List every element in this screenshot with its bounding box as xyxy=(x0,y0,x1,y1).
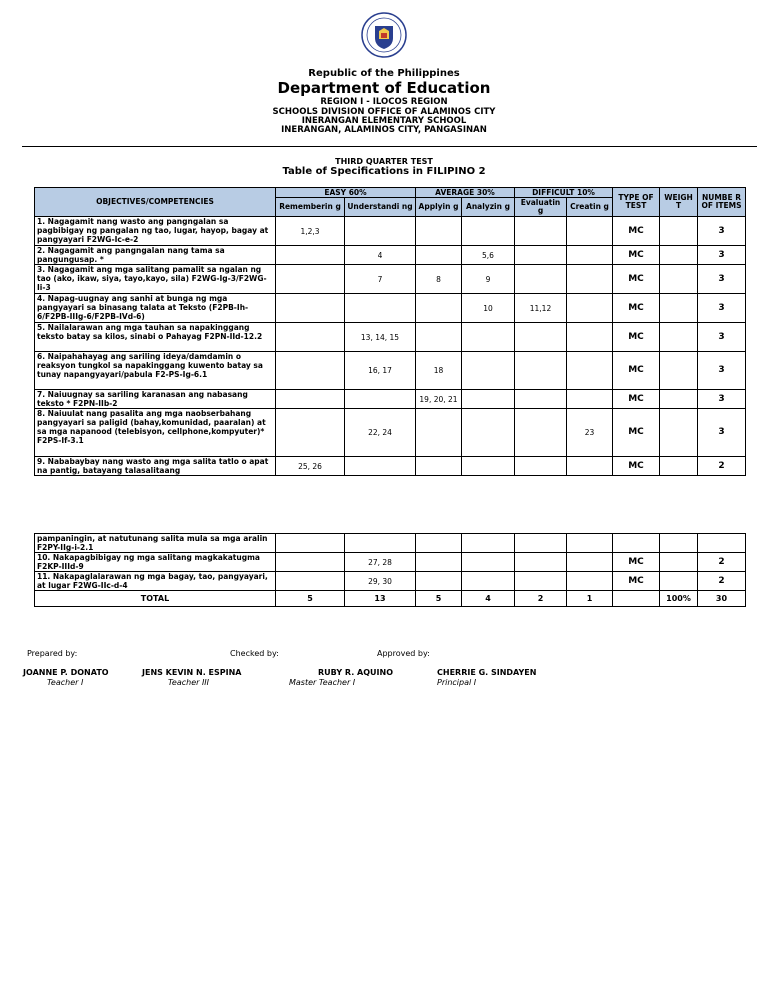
region-line: REGION I - ILOCOS REGION xyxy=(320,97,448,107)
cell-rem xyxy=(276,390,345,409)
cell-app: 18 xyxy=(416,352,462,390)
cell-rem xyxy=(276,553,345,572)
cell-und: 22, 24 xyxy=(345,409,416,457)
header-divider xyxy=(22,146,757,147)
cell-ana xyxy=(462,409,515,457)
header-number: NUMBE R OF ITEMS xyxy=(698,188,746,217)
school-line: INERANGAN ELEMENTARY SCHOOL xyxy=(301,116,467,126)
objective-cell: 2. Nagagamit ang pangngalan nang tama sa pangungusap. * xyxy=(35,246,276,265)
cell-eva xyxy=(515,534,567,553)
cell-eva xyxy=(515,553,567,572)
signatory-name-2: JENS KEVIN N. ESPINA xyxy=(142,668,242,677)
objective-cell: 10. Nakapagbibigay ng mga salitang magkakatugma F2KP-IIId-9 xyxy=(35,553,276,572)
cell-und: 4 xyxy=(345,246,416,265)
cell-ana xyxy=(462,390,515,409)
cell-rem xyxy=(276,246,345,265)
total-evaluating: 2 xyxy=(515,591,567,607)
cell-cre xyxy=(567,265,613,294)
header-average: AVERAGE 30% xyxy=(416,188,515,198)
cell-und: 16, 17 xyxy=(345,352,416,390)
cell-app: 19, 20, 21 xyxy=(416,390,462,409)
header-creating: Creatin g xyxy=(567,198,613,217)
cell-eva: 11,12 xyxy=(515,294,567,323)
republic-line: Republic of the Philippines xyxy=(308,68,460,79)
cell-ana xyxy=(462,457,515,476)
table-row xyxy=(35,352,746,390)
cell-app xyxy=(416,409,462,457)
prepared-by-label: Prepared by: xyxy=(27,649,78,658)
cell-weight xyxy=(660,534,698,553)
cell-cre xyxy=(567,553,613,572)
total-remembering: 5 xyxy=(276,591,345,607)
cell-type: MC xyxy=(613,409,660,457)
cell-items: 2 xyxy=(698,457,746,476)
cell-weight xyxy=(660,246,698,265)
cell-cre xyxy=(567,572,613,591)
cell-weight xyxy=(660,409,698,457)
cell-weight xyxy=(660,294,698,323)
objective-cell: 4. Napag-uugnay ang sanhi at bunga ng mga pangyayari sa binasang talata at Teksto (F2PB-Ih-6/F2PB-IIIg-6/F2PB-IVd-6) xyxy=(35,294,276,323)
total-applying: 5 xyxy=(416,591,462,607)
cell-eva xyxy=(515,323,567,352)
header-difficult: DIFFICULT 10% xyxy=(515,188,613,198)
cell-app xyxy=(416,534,462,553)
cell-weight xyxy=(660,457,698,476)
cell-items: 3 xyxy=(698,265,746,294)
header-remembering: Rememberin g xyxy=(276,198,345,217)
cell-weight xyxy=(660,323,698,352)
signatory-role-1: Teacher I xyxy=(47,678,84,687)
cell-items: 3 xyxy=(698,390,746,409)
cell-und xyxy=(345,457,416,476)
cell-type xyxy=(613,534,660,553)
cell-cre xyxy=(567,246,613,265)
department-name: Department of Education xyxy=(277,79,491,97)
cell-weight xyxy=(660,390,698,409)
table-row xyxy=(35,553,746,572)
cell-weight xyxy=(660,217,698,246)
total-type xyxy=(613,591,660,607)
cell-type: MC xyxy=(613,246,660,265)
cell-cre xyxy=(567,352,613,390)
cell-type: MC xyxy=(613,323,660,352)
cell-rem xyxy=(276,534,345,553)
signatory-name-3: RUBY R. AQUINO xyxy=(318,668,393,677)
table-row xyxy=(35,534,746,553)
cell-app: 8 xyxy=(416,265,462,294)
cell-und: 13, 14, 15 xyxy=(345,323,416,352)
cell-type: MC xyxy=(613,457,660,476)
objective-cell: 7. Naiuugnay sa sariling karanasan ang nabasang teksto * F2PN-IIb-2 xyxy=(35,390,276,409)
objective-cell: 9. Nababaybay nang wasto ang mga salita tatlo o apat na pantig, batayang talasalitaang xyxy=(35,457,276,476)
cell-ana xyxy=(462,534,515,553)
objective-cell: 11. Nakapaglalarawan ng mga bagay, tao, pangyayari, at lugar F2WG-IIc-d-4 xyxy=(35,572,276,591)
objective-cell: pampaningin, at natutunang salita mula sa mga aralin F2PY-IIg-i-2.1 xyxy=(35,534,276,553)
cell-items: 3 xyxy=(698,409,746,457)
cell-items: 2 xyxy=(698,553,746,572)
cell-app xyxy=(416,572,462,591)
deped-seal-logo xyxy=(361,12,407,58)
checked-by-label: Checked by: xyxy=(230,649,279,658)
total-weight: 100% xyxy=(660,591,698,607)
total-understanding: 13 xyxy=(345,591,416,607)
cell-cre xyxy=(567,294,613,323)
cell-cre xyxy=(567,534,613,553)
cell-app xyxy=(416,553,462,572)
cell-items: 3 xyxy=(698,323,746,352)
cell-eva xyxy=(515,352,567,390)
cell-app xyxy=(416,457,462,476)
total-items: 30 xyxy=(698,591,746,607)
cell-rem: 25, 26 xyxy=(276,457,345,476)
cell-ana: 5,6 xyxy=(462,246,515,265)
cell-und xyxy=(345,294,416,323)
division-line: SCHOOLS DIVISION OFFICE OF ALAMINOS CITY xyxy=(272,107,496,117)
header-applying: Applyin g xyxy=(416,198,462,217)
cell-ana xyxy=(462,323,515,352)
cell-rem: 1,2,3 xyxy=(276,217,345,246)
cell-cre xyxy=(567,457,613,476)
cell-rem xyxy=(276,265,345,294)
cell-eva xyxy=(515,265,567,294)
table-row xyxy=(35,457,746,476)
cell-eva xyxy=(515,390,567,409)
signatory-name-1: JOANNE P. DONATO xyxy=(23,668,109,677)
table-row xyxy=(35,294,746,323)
cell-weight xyxy=(660,553,698,572)
cell-rem xyxy=(276,409,345,457)
cell-und xyxy=(345,217,416,246)
cell-und xyxy=(345,390,416,409)
cell-weight xyxy=(660,265,698,294)
cell-und: 29, 30 xyxy=(345,572,416,591)
cell-cre xyxy=(567,323,613,352)
cell-type: MC xyxy=(613,265,660,294)
cell-ana: 10 xyxy=(462,294,515,323)
cell-type: MC xyxy=(613,294,660,323)
cell-und: 7 xyxy=(345,265,416,294)
cell-rem xyxy=(276,294,345,323)
cell-type: MC xyxy=(613,217,660,246)
table-row xyxy=(35,409,746,457)
cell-app xyxy=(416,294,462,323)
signatory-role-2: Teacher III xyxy=(168,678,210,687)
header-understanding: Understandi ng xyxy=(345,198,416,217)
cell-items: 2 xyxy=(698,572,746,591)
cell-cre xyxy=(567,217,613,246)
cell-app xyxy=(416,217,462,246)
cell-items: 3 xyxy=(698,246,746,265)
cell-eva xyxy=(515,572,567,591)
cell-type: MC xyxy=(613,572,660,591)
objective-cell: 5. Nailalarawan ang mga tauhan sa napakinggang teksto batay sa kilos, sinabi o Pahayag F2PN-IId-12.2 xyxy=(35,323,276,352)
header-analyzing: Analyzin g xyxy=(462,198,515,217)
table-row xyxy=(35,246,746,265)
cell-ana: 9 xyxy=(462,265,515,294)
address-line: INERANGAN, ALAMINOS CITY, PANGASINAN xyxy=(281,125,487,135)
table-row xyxy=(35,572,746,591)
cell-ana xyxy=(462,572,515,591)
table-row xyxy=(35,265,746,294)
cell-items: 3 xyxy=(698,294,746,323)
objective-cell: 1. Nagagamit nang wasto ang pangngalan sa pagbibigay ng pangalan ng tao, lugar, hayop, bagay at pangyayari F2WG-Ic-e-2 xyxy=(35,217,276,246)
cell-cre: 23 xyxy=(567,409,613,457)
cell-type: MC xyxy=(613,352,660,390)
cell-weight xyxy=(660,572,698,591)
cell-items: 3 xyxy=(698,352,746,390)
cell-cre xyxy=(567,390,613,409)
cell-eva xyxy=(515,246,567,265)
objective-cell: 3. Nagagamit ang mga salitang pamalit sa ngalan ng tao (ako, ikaw, siya, tayo,kayo, sila) F2WG-Ig-3/F2WG-Ii-3 xyxy=(35,265,276,294)
cell-type: MC xyxy=(613,553,660,572)
tos-table-continued xyxy=(34,533,746,607)
cell-eva xyxy=(515,217,567,246)
header-objectives: OBJECTIVES/COMPETENCIES xyxy=(35,188,276,217)
cell-ana xyxy=(462,217,515,246)
total-analyzing: 4 xyxy=(462,591,515,607)
cell-und: 27, 28 xyxy=(345,553,416,572)
total-label: TOTAL xyxy=(35,591,276,607)
approved-by-label: Approved by: xyxy=(377,649,430,658)
table-title: Table of Specifications in FILIPINO 2 xyxy=(282,166,486,177)
test-title: THIRD QUARTER TEST xyxy=(335,157,433,166)
objective-cell: 8. Naiuulat nang pasalita ang mga naobserbahang pangyayari sa paligid (bahay,komunidad, paaralan) at sa mga napanood (telebisyon, cellphone,kompyuter)* F2PS-If-3.1 xyxy=(35,409,276,457)
cell-type: MC xyxy=(613,390,660,409)
tos-table xyxy=(34,187,746,476)
signatory-role-3: Master Teacher I xyxy=(289,678,356,687)
cell-ana xyxy=(462,553,515,572)
signatory-role-4: Principal I xyxy=(437,678,477,687)
table-row xyxy=(35,323,746,352)
cell-items xyxy=(698,534,746,553)
cell-und xyxy=(345,534,416,553)
header-type: TYPE OF TEST xyxy=(613,188,660,217)
signatory-name-4: CHERRIE G. SINDAYEN xyxy=(437,668,537,677)
cell-eva xyxy=(515,457,567,476)
total-creating: 1 xyxy=(567,591,613,607)
table-row xyxy=(35,390,746,409)
objective-cell: 6. Naipahahayag ang sariling ideya/damdamin o reaksyon tungkol sa napakinggang kuwento batay sa tunay napangyayari/pabula F2-PS-Ig-6.1 xyxy=(35,352,276,390)
cell-rem xyxy=(276,323,345,352)
cell-weight xyxy=(660,352,698,390)
header-easy: EASY 60% xyxy=(276,188,416,198)
cell-rem xyxy=(276,352,345,390)
cell-app xyxy=(416,323,462,352)
cell-eva xyxy=(515,409,567,457)
cell-app xyxy=(416,246,462,265)
cell-items: 3 xyxy=(698,217,746,246)
table-row xyxy=(35,217,746,246)
cell-rem xyxy=(276,572,345,591)
cell-ana xyxy=(462,352,515,390)
header-evaluating: Evaluatin g xyxy=(515,198,567,217)
header-weight: WEIGH T xyxy=(660,188,698,217)
